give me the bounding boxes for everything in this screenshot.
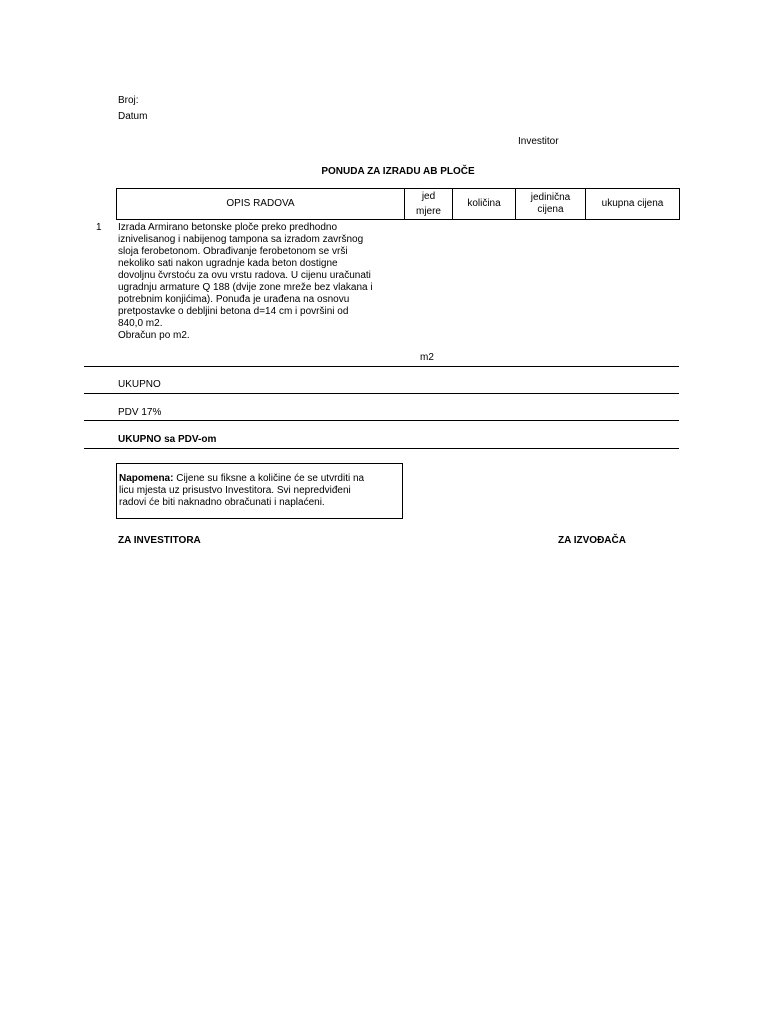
investitor-label: Investitor (518, 136, 559, 147)
item-desc-line: Izrada Armirano betonske ploče preko predhodno (118, 222, 338, 233)
item-desc-line: ugradnju armature Q 188 (dvije zone mreže bez vlakana i (118, 282, 373, 293)
item-desc-line: 840,0 m2. (118, 318, 163, 329)
item-description (118, 222, 404, 342)
note-line-1 (119, 473, 399, 485)
item-desc-line: potrebnim konjićima). Ponuđa je urađena na osnovu (118, 294, 350, 305)
note-text-3: radovi će biti naknadno obračunati i naplaćeni. (119, 497, 325, 508)
signature-investitor: ZA INVESTITORA (118, 535, 201, 546)
column-jedinicna-cijena (516, 189, 586, 220)
column-jedinicna-line1: jedinična (530, 192, 571, 203)
item-number: 1 (96, 222, 102, 233)
note-box (116, 463, 403, 519)
signature-izvodjac: ZA IZVOĐAČA (558, 535, 626, 546)
divider-line (84, 448, 679, 449)
item-desc-line: dovoljnu čvrstoću za ovu vrstu radova. U cijenu uračunati (118, 270, 371, 281)
ukupno-pdv-label: UKUPNO sa PDV-om (118, 434, 217, 445)
item-desc-line: Obračun po m2. (118, 330, 190, 341)
column-jed-mjere (405, 189, 453, 220)
note-text-2: licu mjesta uz prisustvo Investitora. Svi nepredviđeni (119, 485, 351, 496)
column-jedinicna-line2: cijena (537, 204, 564, 215)
column-opis-radova: OPIS RADOVA (117, 189, 405, 220)
column-kolicina: količina (453, 189, 516, 220)
note-label: Napomena: (119, 473, 174, 484)
column-jed-line1: jed (421, 190, 436, 202)
note-text-1: Cijene su fiksne a količine će se utvrditi na (173, 473, 365, 484)
document-title: PONUDA ZA IZRADU AB PLOČE (321, 166, 475, 177)
datum-label: Datum (118, 111, 148, 122)
pdv-label: PDV 17% (118, 407, 162, 418)
item-desc-line: pretpostavke o debljini betona d=14 cm i površini od (118, 306, 349, 317)
item-unit: m2 (420, 352, 434, 363)
ukupno-label: UKUPNO (118, 379, 161, 390)
column-ukupna-cijena: ukupna cijena (586, 189, 680, 220)
divider-line (84, 420, 679, 421)
item-desc-line: iznivelisanog i nabijenog tampona sa izradom završnog (118, 234, 364, 245)
items-table-header (116, 188, 680, 220)
column-jed-line2: mjere (415, 205, 441, 217)
item-desc-line: nekoliko sati nakon ugradnje kada beton dostigne (118, 258, 338, 269)
divider-line (84, 366, 679, 367)
divider-line (84, 393, 679, 394)
broj-label: Broj: (118, 95, 139, 106)
item-desc-line: sloja ferobetonom. Obrađivanje ferobetonom se vrši (118, 246, 348, 257)
